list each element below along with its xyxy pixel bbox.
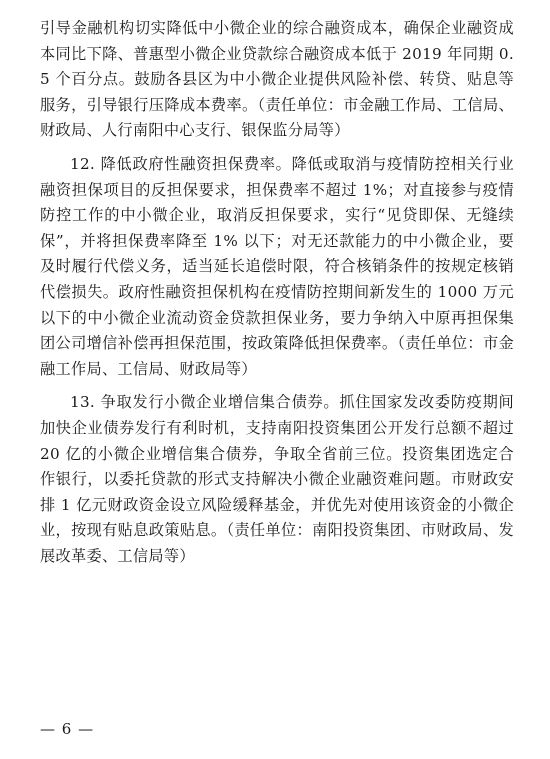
page-number: — 6 — — [40, 720, 95, 738]
paragraph-continuation: 引导金融机构切实降低中小微企业的综合融资成本，确保企业融资成本同比下降、普惠型小微企业贷款综合融资成本低于 2019 年同期 0. 5 个百分点。鼓励各县区为中小微企业提供风险补偿、转贷、贴息等服务，引导银行压降成本费率。（责任单位：市金融工作局、工信局、财政局、人行南阳中心支行、银保监分局等） — [40, 19, 514, 140]
paragraph-item-13: 13. 争取发行小微企业增信集合债券。抓住国家发改委防疫期间加快企业债券发行有利时机，支持南阳投资集团公开发行总额不超过 20 亿的小微企业增信集合债券，争取全省前三位。投资集团选定合作银行，以委托贷款的形式支持解决小微企业融资难问题。市财政安排 1 亿元财政资金设立风险缓释基金，并优先对使用该资金的小微企业，按现有贴息政策贴息。（责任单位：南阳投资集团、市财政局、发展改革委、工信局等） — [40, 393, 514, 565]
paragraph-gap — [40, 144, 514, 152]
paragraph-item-12: 12. 降低政府性融资担保费率。降低或取消与疫情防控相关行业融资担保项目的反担保要求，担保费率不超过 1%；对直接参与疫情防控工作的中小微企业，取消反担保要求，实行“见贷即保、无缝续保”，并将担保费率降至 1% 以下；对无还款能力的中小微企业，要及时履行代偿义务，适当延长追偿时限，符合核销条件的按规定核销代偿损失。政府性融资担保机构在疫情防控期间新发生的 1000 万元以下的中小微企业流动资金贷款担保业务，要力争纳入中原再担保集团公司增信补偿再担保范围，按政策降低担保费率。（责任单位：市金融工作局、工信局、财政局等） — [40, 154, 514, 378]
paragraph-gap — [40, 382, 514, 390]
